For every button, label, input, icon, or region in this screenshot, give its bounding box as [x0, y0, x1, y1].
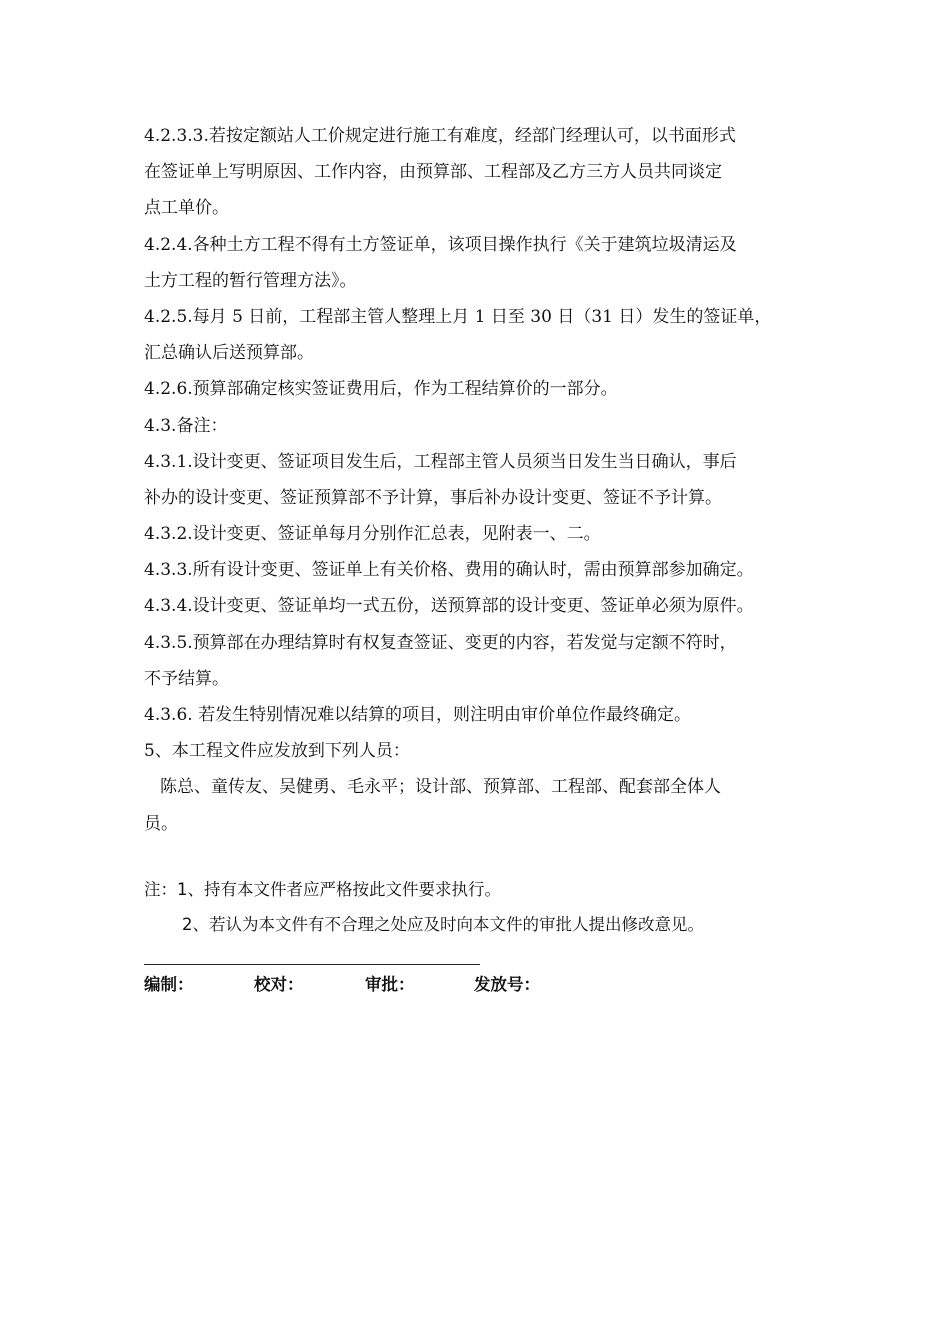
proofread-label: 校对： — [254, 975, 304, 994]
body-line: 陈总、童传友、吴健勇、毛永平；设计部、预算部、工程部、配套部全体人 — [160, 777, 721, 798]
note-line: 2、若认为本文件有不合理之处应及时向本文件的审批人提出修改意见。 — [182, 915, 704, 934]
body-line: 4.2.4.各种土方工程不得有土方签证单，该项目操作执行《关于建筑垃圾清运及 — [144, 234, 737, 255]
notes-section — [144, 872, 844, 942]
body-line: 不予结算。 — [144, 668, 229, 689]
issue-number-label: 发放号： — [474, 975, 540, 994]
body-line: 4.3.1.设计变更、签证项目发生后，工程部主管人员须当日发生当日确认，事后 — [144, 451, 737, 472]
body-line: 员。 — [144, 813, 178, 834]
document-body — [144, 118, 834, 842]
body-line: 4.3.4.设计变更、签证单均一式五份，送预算部的设计变更、签证单必须为原件。 — [144, 596, 754, 617]
note-line: 注：1、持有本文件者应严格按此文件要求执行。 — [144, 880, 501, 899]
body-line: 4.3.2.设计变更、签证单每月分别作汇总表，见附表一、二。 — [144, 524, 601, 545]
body-line: 4.2.6.预算部确定核实签证费用后，作为工程结算价的一部分。 — [144, 379, 618, 400]
body-line: 5、本工程文件应发放到下列人员： — [144, 741, 410, 762]
approve-label: 审批： — [365, 975, 415, 994]
compile-label: 编制： — [144, 975, 194, 994]
body-line: 土方工程的暂行管理方法》。 — [144, 270, 357, 291]
body-line: 在签证单上写明原因、工作内容，由预算部、工程部及乙方三方人员共同谈定 — [144, 162, 722, 183]
body-line: 汇总确认后送预算部。 — [144, 343, 314, 364]
body-line: 4.3.备注： — [144, 415, 228, 436]
body-line: 4.3.5.预算部在办理结算时有权复查签证、变更的内容，若发觉与定额不符时， — [144, 632, 737, 653]
body-line: 点工单价。 — [144, 198, 229, 219]
signature-divider — [144, 964, 480, 965]
body-line: 4.2.3.3.若按定额站人工价规定进行施工有难度，经部门经理认可，以书面形式 — [144, 126, 736, 146]
body-line: 4.3.6. 若发生特别情况难以结算的项目，则注明由审价单位作最终确定。 — [144, 705, 692, 725]
body-line: 补办的设计变更、签证预算部不予计算，事后补办设计变更、签证不予计算。 — [144, 487, 722, 508]
body-line: 4.2.5.每月 5 日前，工程部主管人整理上月 1 日至 30 日（31 日）发生的签证单， — [144, 306, 772, 327]
body-line: 4.3.3.所有设计变更、签证单上有关价格、费用的确认时，需由预算部参加确定。 — [144, 560, 754, 581]
